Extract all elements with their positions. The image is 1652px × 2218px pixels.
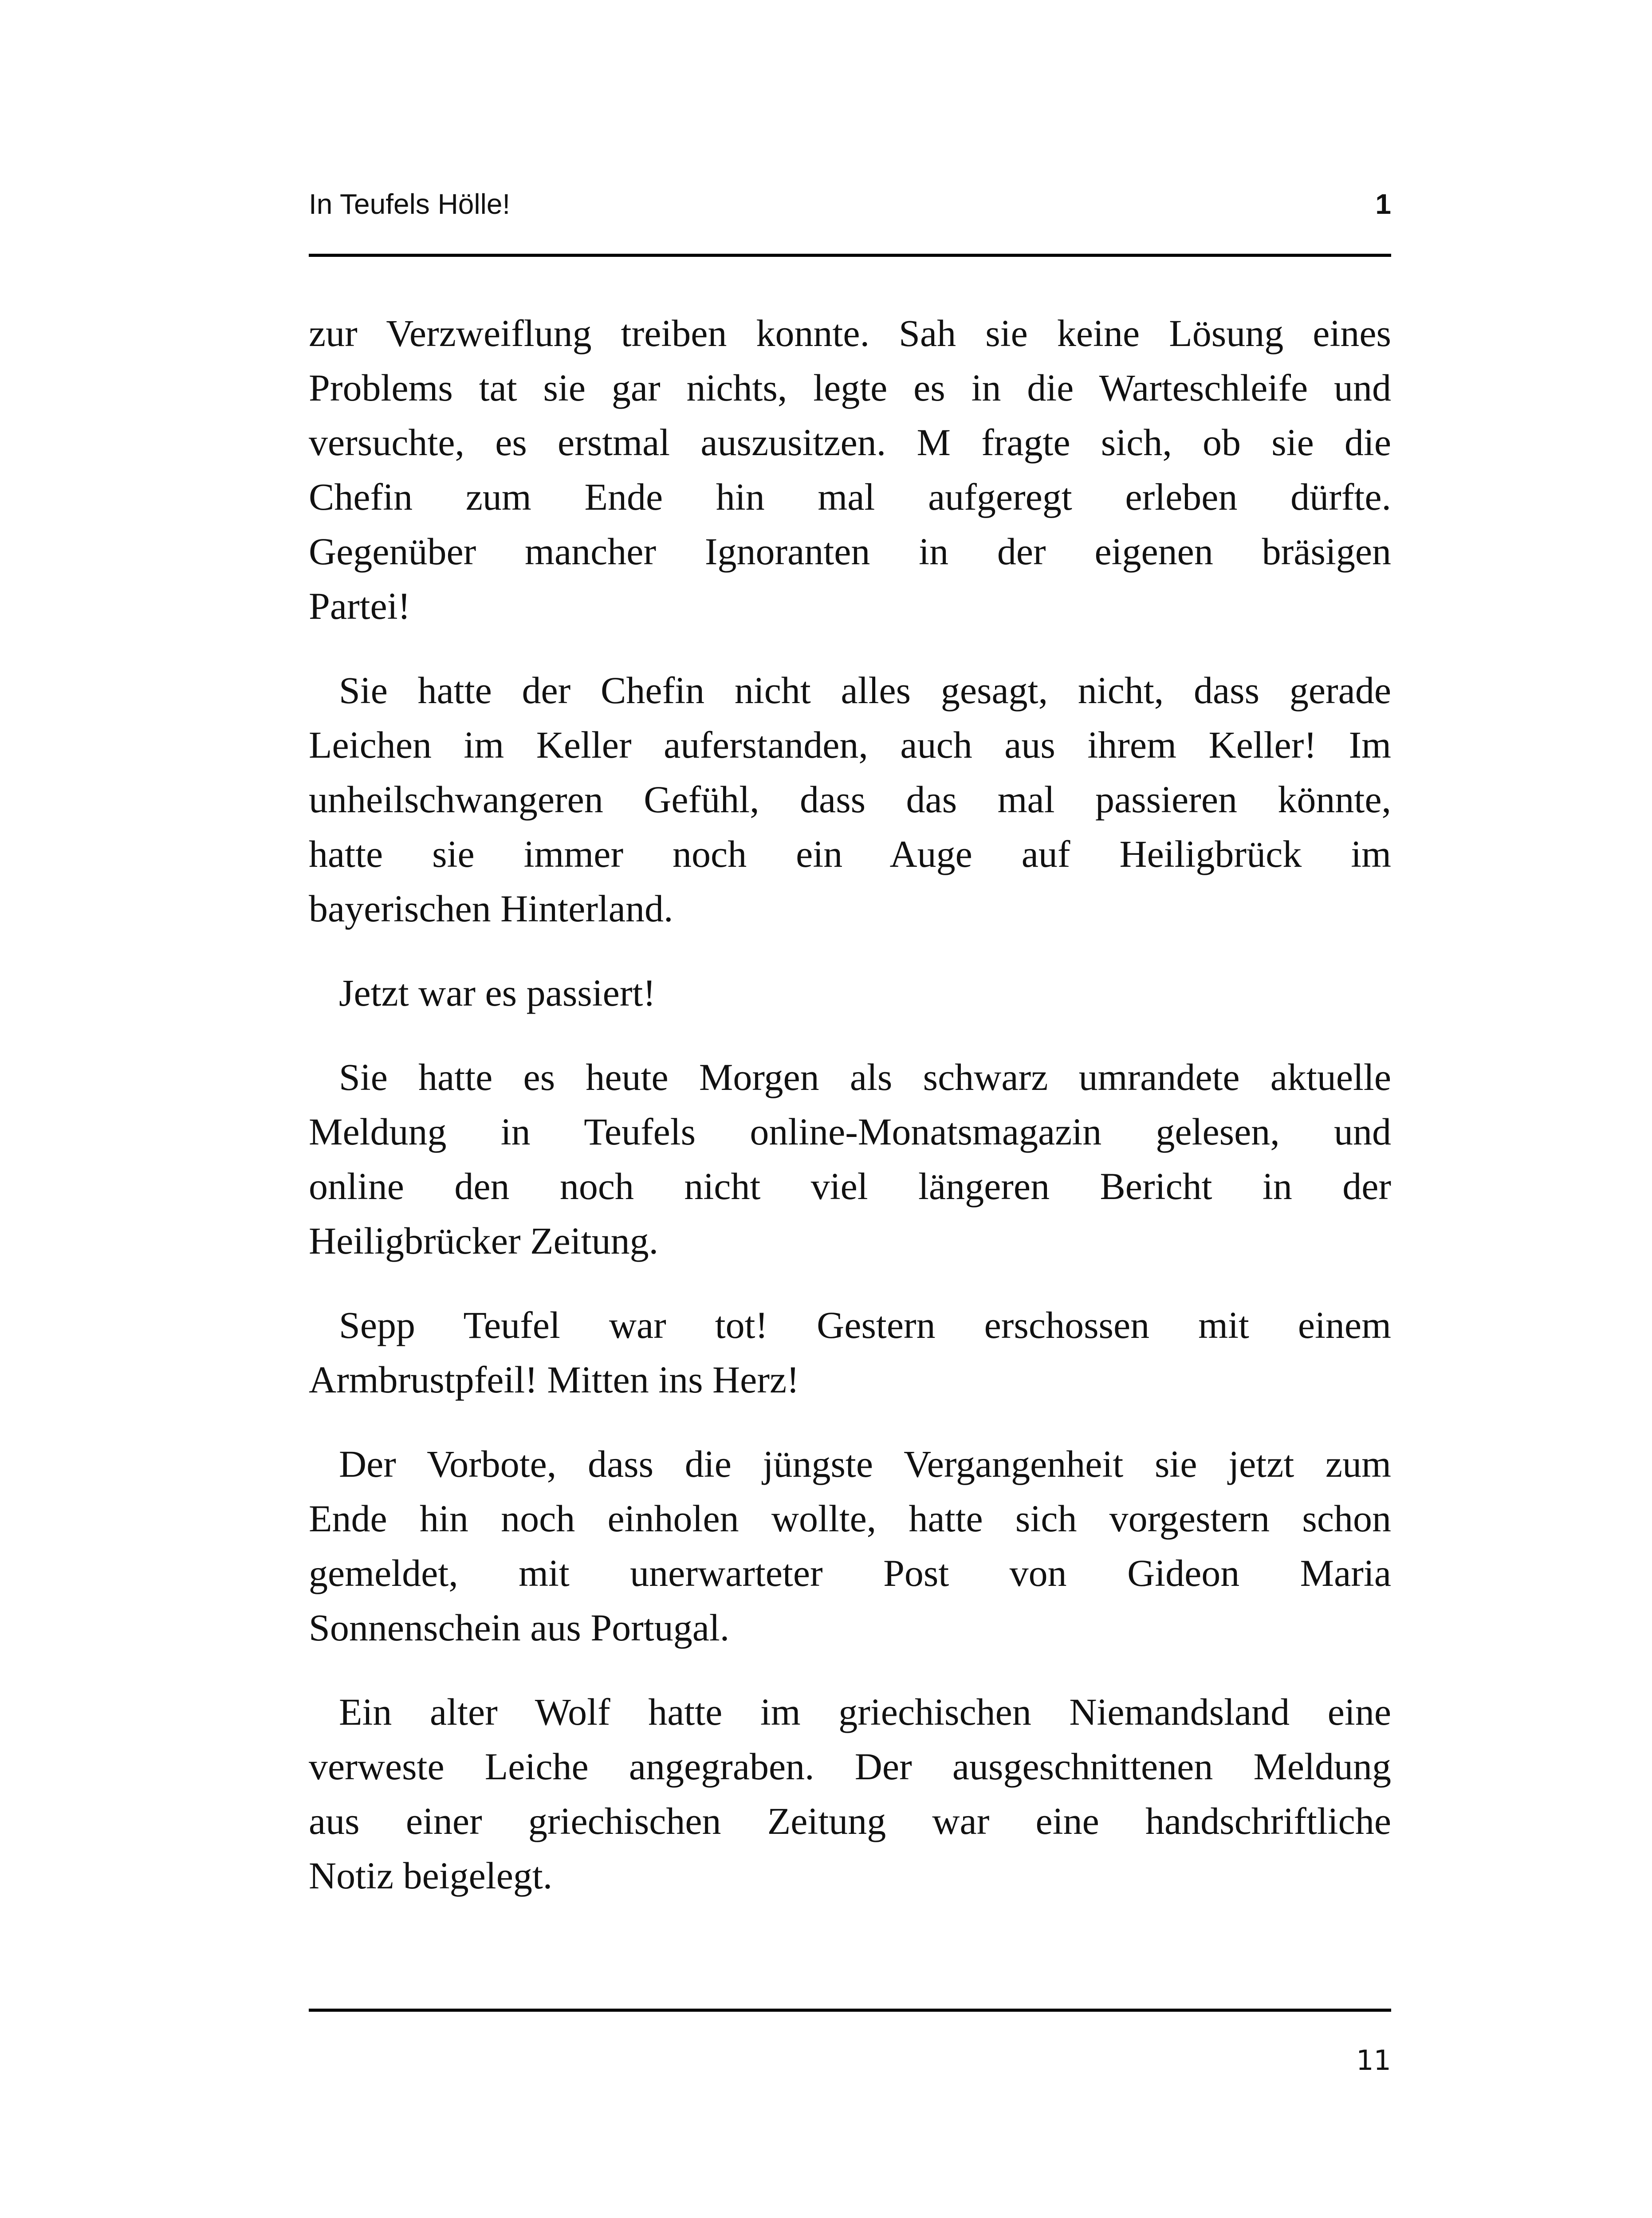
text-line: zur Verzweiflung treiben konnte. Sah sie keine Lösung eines <box>309 312 1391 354</box>
text-line: Sie hatte der Chefin nicht alles gesagt, nicht, dass gerade <box>339 669 1391 712</box>
paragraph <box>309 1437 1391 1655</box>
text-line: gemeldet, mit unerwarteter Post von Gideon Maria <box>309 1552 1391 1594</box>
text-line: Leichen im Keller auferstanden, auch aus ihrem Keller! Im <box>309 724 1391 766</box>
paragraph <box>309 1050 1391 1268</box>
paragraph <box>309 1685 1391 1903</box>
running-header-title: In Teufels Hölle! <box>309 188 511 220</box>
text-line: Sepp Teufel war tot! Gestern erschossen mit einem <box>339 1304 1391 1346</box>
text-line: Armbrustpfeil! Mitten ins Herz! <box>309 1358 799 1401</box>
chapter-number: 1 <box>1375 188 1391 220</box>
text-line: unheilschwangeren Gefühl, dass das mal passieren könnte, <box>309 778 1391 821</box>
text-line: aus einer griechischen Zeitung war eine handschriftliche <box>309 1800 1391 1842</box>
text-line: Ende hin noch einholen wollte, hatte sich vorgestern schon <box>309 1497 1391 1540</box>
text-line: Ein alter Wolf hatte im griechischen Niemandsland eine <box>339 1691 1391 1733</box>
text-line: Chefin zum Ende hin mal aufgeregt erleben dürfte. <box>309 476 1391 518</box>
paragraph <box>309 663 1391 936</box>
text-line: Gegenüber mancher Ignoranten in der eigenen bräsigen <box>309 530 1391 573</box>
text-line: hatte sie immer noch ein Auge auf Heiligbrück im <box>309 833 1391 875</box>
text-line: Sie hatte es heute Morgen als schwarz umrandete aktuelle <box>339 1056 1391 1098</box>
text-line: Notiz beigelegt. <box>309 1854 553 1897</box>
text-line: Meldung in Teufels online-Monatsmagazin gelesen, und <box>309 1110 1391 1153</box>
paragraph <box>309 306 1391 633</box>
text-line: Sonnenschein aus Portugal. <box>309 1606 730 1649</box>
paragraph <box>309 966 1391 1020</box>
text-line: Der Vorbote, dass die jüngste Vergangenheit sie jetzt zum <box>339 1443 1391 1485</box>
text-line: bayerischen Hinterland. <box>309 887 673 930</box>
text-line: Problems tat sie gar nichts, legte es in die Warteschleife und <box>309 366 1391 409</box>
footer-divider <box>309 2009 1391 2012</box>
text-line: versuchte, es erstmal auszusitzen. M fragte sich, ob sie die <box>309 421 1391 464</box>
text-line: Jetzt war es passiert! <box>339 971 656 1014</box>
header-divider <box>309 254 1391 257</box>
page-number: 11 <box>1356 2044 1391 2076</box>
text-line: online den noch nicht viel längeren Bericht in der <box>309 1165 1391 1207</box>
text-line: verweste Leiche angegraben. Der ausgeschnittenen Meldung <box>309 1745 1391 1788</box>
text-line: Partei! <box>309 585 411 627</box>
body-text <box>309 306 1391 1903</box>
paragraph <box>309 1298 1391 1407</box>
text-line: Heiligbrücker Zeitung. <box>309 1219 659 1262</box>
